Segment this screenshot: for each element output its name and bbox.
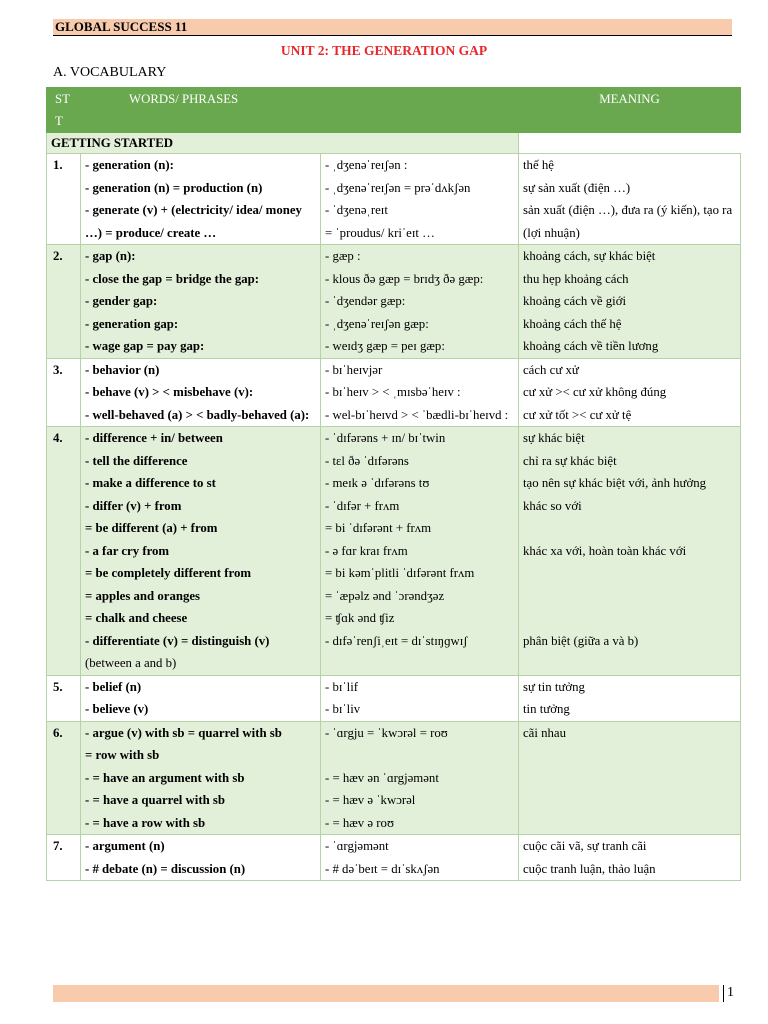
table-row [47,835,741,881]
header-band [53,19,732,36]
row-number: 6. [47,721,81,835]
row-number: 3. [47,358,81,427]
table-row [47,721,741,835]
table-row [47,675,741,721]
words-cell: - difference + in/ between - tell the difference - make a difference to st - differ (v) + from = be different (a) + from - a far cry from = be completely different from = apples and oranges = chalk and cheese - differentiate (v) = distinguish (v) (between a and b) [81,427,321,676]
words-cell: - generation (n): - generation (n) = production (n) - generate (v) + (electricity/ idea/ money …) = produce/ create … [81,154,321,245]
phonetics-cell: - ˈɑrgju = ˈkwɔrəl = roʊ - = hæv ən ˈɑrgjəmənt - = hæv ə ˈkwɔrəl - = hæv ə roʊ [321,721,519,835]
phonetics-cell: - ˈɑrgjəmənt - # dəˈbeɪt = dɪˈskʌʃən [321,835,519,881]
table-row [47,358,741,427]
section-title: A. VOCABULARY [53,65,167,80]
header-title: GLOBAL SUCCESS 11 [55,19,188,34]
meaning-cell: sự khác biệt chỉ ra sự khác biệt tạo nên sự khác biệt với, ảnh hưởng khác so với khác xa với, hoàn toàn khác với phân biệt (giữa a và b) [519,427,741,676]
meaning-cell: thế hệ sự sản xuất (điện …) sản xuất (điện …), đưa ra (ý kiến), tạo ra (lợi nhuận) [519,154,741,245]
phonetics-cell: - bɪˈlif - bɪˈliv [321,675,519,721]
phonetics-cell: - ˈdɪfərəns + ɪn/ bɪˈtwin - tɛl ðə ˈdɪfərəns - meɪk ə ˈdɪfərəns tʊ - ˈdɪfər + frʌm = bi ˈdɪfərənt + frʌm - ə fɑr kraɪ frʌm = bi kəmˈplitli ˈdɪfərənt frʌm = ˈæpəlz ənd ˈɔrəndʒəz = ʧɑk ənd ʧiz - dɪfəˈrenʃiˌeɪt = dɪˈstɪŋɡwɪʃ [321,427,519,676]
row-number: 2. [47,245,81,359]
phonetics-cell: - gæp : - klous ðə gæp = brɪdʒ ðə gæp: - ˈdʒendər gæp: - ˌdʒenəˈreɪʃən gæp: - weɪdʒ gæp = peɪ gæp: [321,245,519,359]
meaning-cell: cách cư xử cư xử >< cư xử không đúng cư xử tốt >< cư xử tệ [519,358,741,427]
words-cell: - argue (v) with sb = quarrel with sb = row with sb - = have an argument with sb - = have a quarrel with sb - = have a row with sb [81,721,321,835]
phonetics-cell: - bɪˈheɪvjər - bɪˈheɪv > < ˌmɪsbəˈheɪv : - wel-bɪˈheɪvd > < ˈbædli-bɪˈheɪvd : [321,358,519,427]
table-row [47,154,741,245]
page-number: 1 [723,985,734,1002]
col-header-words: WORDS/ PHRASES [81,88,519,133]
col-header-meaning: MEANING [519,88,741,133]
row-number: 1. [47,154,81,245]
row-number: 4. [47,427,81,676]
section-label: GETTING STARTED [47,133,519,154]
col-header-num: ST T [47,88,81,133]
unit-title: UNIT 2: THE GENERATION GAP [280,43,488,58]
meaning-cell: sự tin tưởng tin tưởng [519,675,741,721]
row-number: 7. [47,835,81,881]
words-cell: - behavior (n) - behave (v) > < misbehave (v): - well-behaved (a) > < badly-behaved (a): [81,358,321,427]
table-header-row [47,88,741,133]
phonetics-cell: - ˌdʒenəˈreɪʃən : - ˌdʒenəˈreɪʃən = prəˈdʌkʃən - ˈdʒenəˌreɪt = ˈproudus/ kriˈeɪt … [321,154,519,245]
words-cell: - gap (n): - close the gap = bridge the gap: - gender gap: - generation gap: - wage gap = pay gap: [81,245,321,359]
meaning-cell: cuộc cãi vã, sự tranh cãi cuộc tranh luận, thảo luận [519,835,741,881]
meaning-cell: khoảng cách, sự khác biệt thu hẹp khoảng cách khoảng cách về giới khoảng cách thế hệ khoảng cách về tiền lương [519,245,741,359]
footer-band [53,985,719,1002]
words-cell: - argument (n) - # debate (n) = discussion (n) [81,835,321,881]
words-cell: - belief (n) - believe (v) [81,675,321,721]
row-number: 5. [47,675,81,721]
table-row [47,245,741,359]
vocabulary-table [46,87,741,881]
table-row [47,427,741,676]
meaning-cell: cãi nhau [519,721,741,835]
section-row [47,133,741,154]
